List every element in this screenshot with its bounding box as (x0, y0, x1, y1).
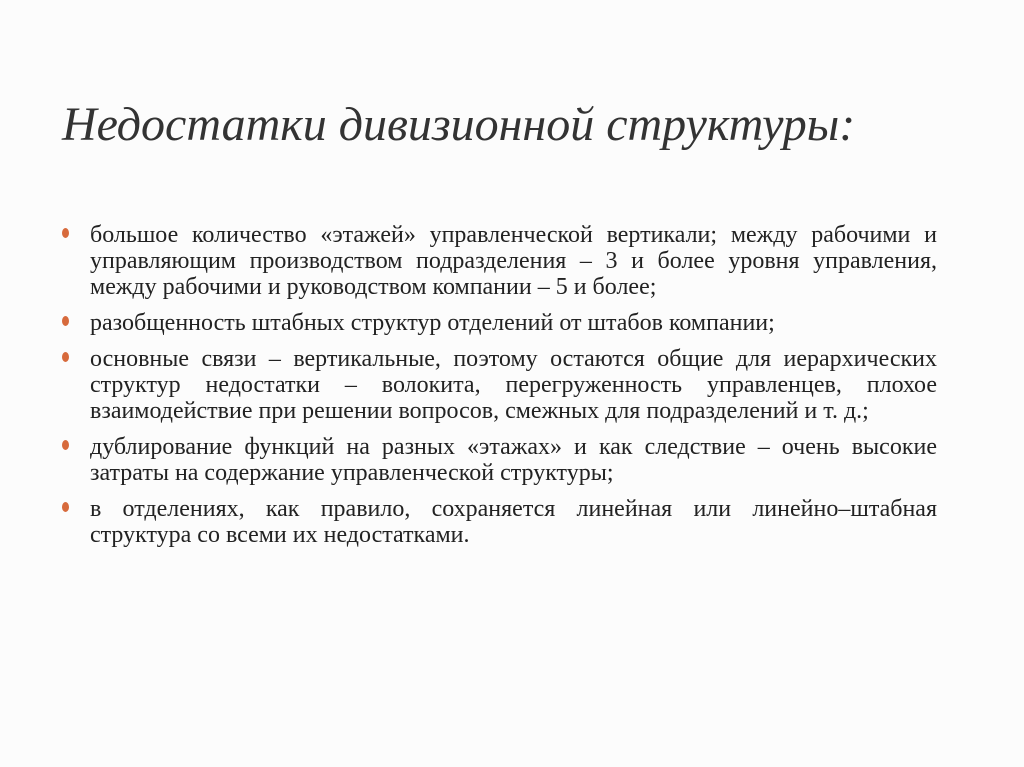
bullet-item (62, 434, 937, 486)
bullet-item (62, 310, 937, 336)
bullet-item (62, 496, 937, 548)
bullet-text: разобщенность штабных структур отделений от штабов компании; (90, 310, 775, 336)
bullet-dot-icon (62, 352, 69, 362)
bullet-item (62, 346, 937, 424)
bullet-text: основные связи – вертикальные, поэтому остаются общие для иерархических структур недостатки – волокита, перегруженность управленцев, плохое взаимодействие при решении вопросов, смежных для подразделений и т. д.; (90, 346, 937, 424)
bullet-dot-icon (62, 440, 69, 450)
bullet-text: в отделениях, как правило, сохраняется линейная или линейно–штабная структура со всеми их недостатками. (90, 496, 937, 548)
bullet-list (62, 222, 937, 558)
bullet-dot-icon (62, 316, 69, 326)
bullet-text: дублирование функций на разных «этажах» и как следствие – очень высокие затраты на содержание управленческой структуры; (90, 434, 937, 486)
bullet-dot-icon (62, 228, 69, 238)
bullet-text: большое количество «этажей» управленческой вертикали; между рабочими и управляющим производством подразделения – 3 и более уровня управления, между рабочими и руководством компании – 5 и более; (90, 222, 937, 300)
slide-title: Недостатки дивизионной структуры: (62, 98, 856, 151)
bullet-item (62, 222, 937, 300)
bullet-dot-icon (62, 502, 69, 512)
